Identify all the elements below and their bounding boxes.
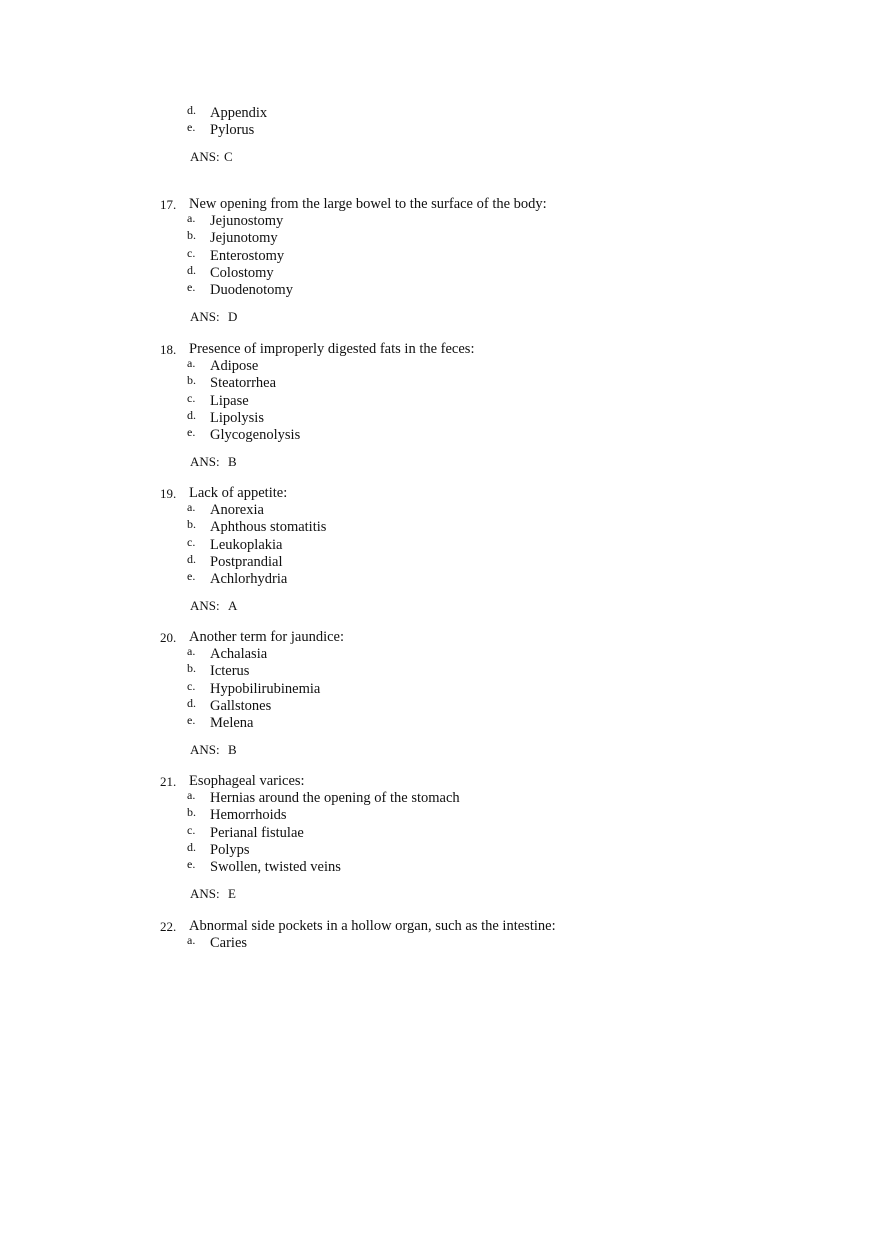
question-number: 20. (160, 630, 177, 645)
option-row (0, 122, 880, 139)
option-text: Lipase (210, 392, 249, 409)
answer-value: C (224, 149, 233, 165)
option-text: Melena (210, 714, 254, 731)
option-letter: a. (187, 211, 196, 226)
question-18 (0, 341, 880, 470)
question-20 (0, 629, 880, 758)
answer-value: E (228, 886, 236, 902)
option-row (0, 245, 880, 265)
option-row (0, 534, 880, 554)
option-text: Achalasia (210, 646, 268, 663)
option-letter: e. (187, 568, 196, 583)
option-text: Gallstones (210, 697, 272, 714)
option-text: Lipolysis (210, 409, 264, 426)
answer-label: ANS: (190, 309, 220, 325)
option-row (0, 807, 880, 824)
option-letter: c. (187, 245, 196, 260)
option-text: Anorexia (210, 502, 264, 519)
option-row (0, 663, 880, 680)
option-letter: a. (187, 933, 196, 948)
option-letter: d. (187, 839, 196, 854)
answer-value: A (228, 598, 238, 614)
question-21 (0, 773, 880, 902)
question-text: Abnormal side pockets in a hollow organ, such as the intestine: (189, 918, 556, 934)
option-letter: a. (187, 644, 196, 659)
option-letter: a. (187, 788, 196, 803)
option-letter: d. (187, 551, 196, 566)
question-17 (0, 196, 880, 325)
answer-line (0, 597, 880, 614)
option-row (0, 568, 880, 588)
option-row (0, 935, 880, 952)
option-letter: d. (187, 103, 196, 117)
option-row (0, 551, 880, 571)
option-letter: b. (187, 517, 196, 532)
option-text: Jejunotomy (210, 230, 278, 247)
option-text: Adipose (210, 358, 259, 375)
question-number: 17. (160, 197, 177, 212)
answer-value: B (228, 742, 237, 758)
question-number: 22. (160, 919, 177, 934)
option-row (0, 230, 880, 247)
option-text: Enterostomy (210, 247, 285, 264)
question-number: 21. (160, 774, 177, 789)
option-letter: e. (187, 424, 196, 439)
option-letter: c. (187, 678, 196, 693)
option-text: Hemorrhoids (210, 807, 287, 824)
option-text: Glycogenolysis (210, 426, 301, 443)
option-row (0, 358, 880, 375)
option-row (0, 856, 880, 876)
option-row (0, 213, 880, 230)
option-letter: a. (187, 500, 196, 515)
option-row (0, 519, 880, 536)
question-number: 19. (160, 486, 177, 501)
option-row (0, 375, 880, 392)
option-letter: c. (187, 390, 196, 405)
option-letter: d. (187, 407, 196, 422)
option-text: Icterus (210, 663, 250, 680)
option-text: Perianal fistulae (210, 824, 304, 841)
option-row (0, 502, 880, 519)
answer-line (0, 741, 880, 758)
answer-label: ANS: (190, 454, 220, 470)
question-row (0, 918, 880, 935)
answer-label: ANS: (190, 149, 220, 165)
answer-line (0, 308, 880, 325)
option-text: Hypobilirubinemia (210, 680, 321, 697)
answer-label: ANS: (190, 886, 220, 902)
option-text: Hernias around the opening of the stomach (210, 790, 460, 807)
option-text: Colostomy (210, 264, 274, 281)
option-text: Jejunostomy (210, 213, 284, 230)
option-letter: d. (187, 695, 196, 710)
option-row (0, 407, 880, 427)
option-letter: b. (187, 373, 196, 388)
option-text: Duodenotomy (210, 281, 293, 298)
question-row (0, 773, 880, 790)
option-letter: c. (187, 534, 196, 549)
answer-line (0, 885, 880, 902)
question-row (0, 629, 880, 646)
answer-line (0, 453, 880, 470)
option-row (0, 839, 880, 859)
option-text: Achlorhydria (210, 570, 288, 587)
option-row (0, 712, 880, 732)
option-row (0, 646, 880, 663)
option-row (0, 105, 880, 122)
answer-label: ANS: (190, 598, 220, 614)
option-letter: c. (187, 822, 196, 837)
option-text: Caries (210, 935, 248, 952)
option-row (0, 262, 880, 282)
option-text: Polyps (210, 841, 250, 858)
continuation-block (0, 105, 880, 165)
question-19 (0, 485, 880, 614)
option-text: Leukoplakia (210, 536, 283, 553)
option-letter: e. (187, 279, 196, 294)
option-text: Aphthous stomatitis (210, 519, 327, 536)
option-text: Appendix (210, 105, 268, 121)
answer-line (0, 148, 880, 165)
option-letter: b. (187, 805, 196, 820)
option-text: Steatorrhea (210, 375, 277, 392)
question-row (0, 341, 880, 358)
option-row (0, 822, 880, 842)
question-text: Esophageal varices: (189, 773, 305, 789)
option-letter: e. (187, 120, 196, 135)
option-letter: a. (187, 356, 196, 371)
question-text: Another term for jaundice: (189, 629, 345, 645)
option-text: Postprandial (210, 553, 283, 570)
question-row (0, 485, 880, 502)
option-letter: b. (187, 661, 196, 676)
answer-value: B (228, 454, 237, 470)
option-row (0, 790, 880, 807)
question-22 (0, 918, 880, 952)
option-row (0, 678, 880, 698)
answer-label: ANS: (190, 742, 220, 758)
question-number: 18. (160, 342, 177, 357)
option-letter: b. (187, 228, 196, 243)
option-row (0, 424, 880, 444)
option-text: Pylorus (210, 122, 255, 139)
option-row (0, 279, 880, 299)
option-letter: d. (187, 262, 196, 277)
option-letter: e. (187, 712, 196, 727)
question-text: Presence of improperly digested fats in the feces: (189, 341, 475, 357)
option-text: Swollen, twisted veins (210, 858, 341, 875)
option-letter: e. (187, 856, 196, 871)
answer-value: D (228, 309, 238, 325)
option-row (0, 695, 880, 715)
question-row (0, 196, 880, 213)
question-text: New opening from the large bowel to the surface of the body: (189, 196, 547, 212)
option-row (0, 390, 880, 410)
question-text: Lack of appetite: (189, 485, 288, 501)
